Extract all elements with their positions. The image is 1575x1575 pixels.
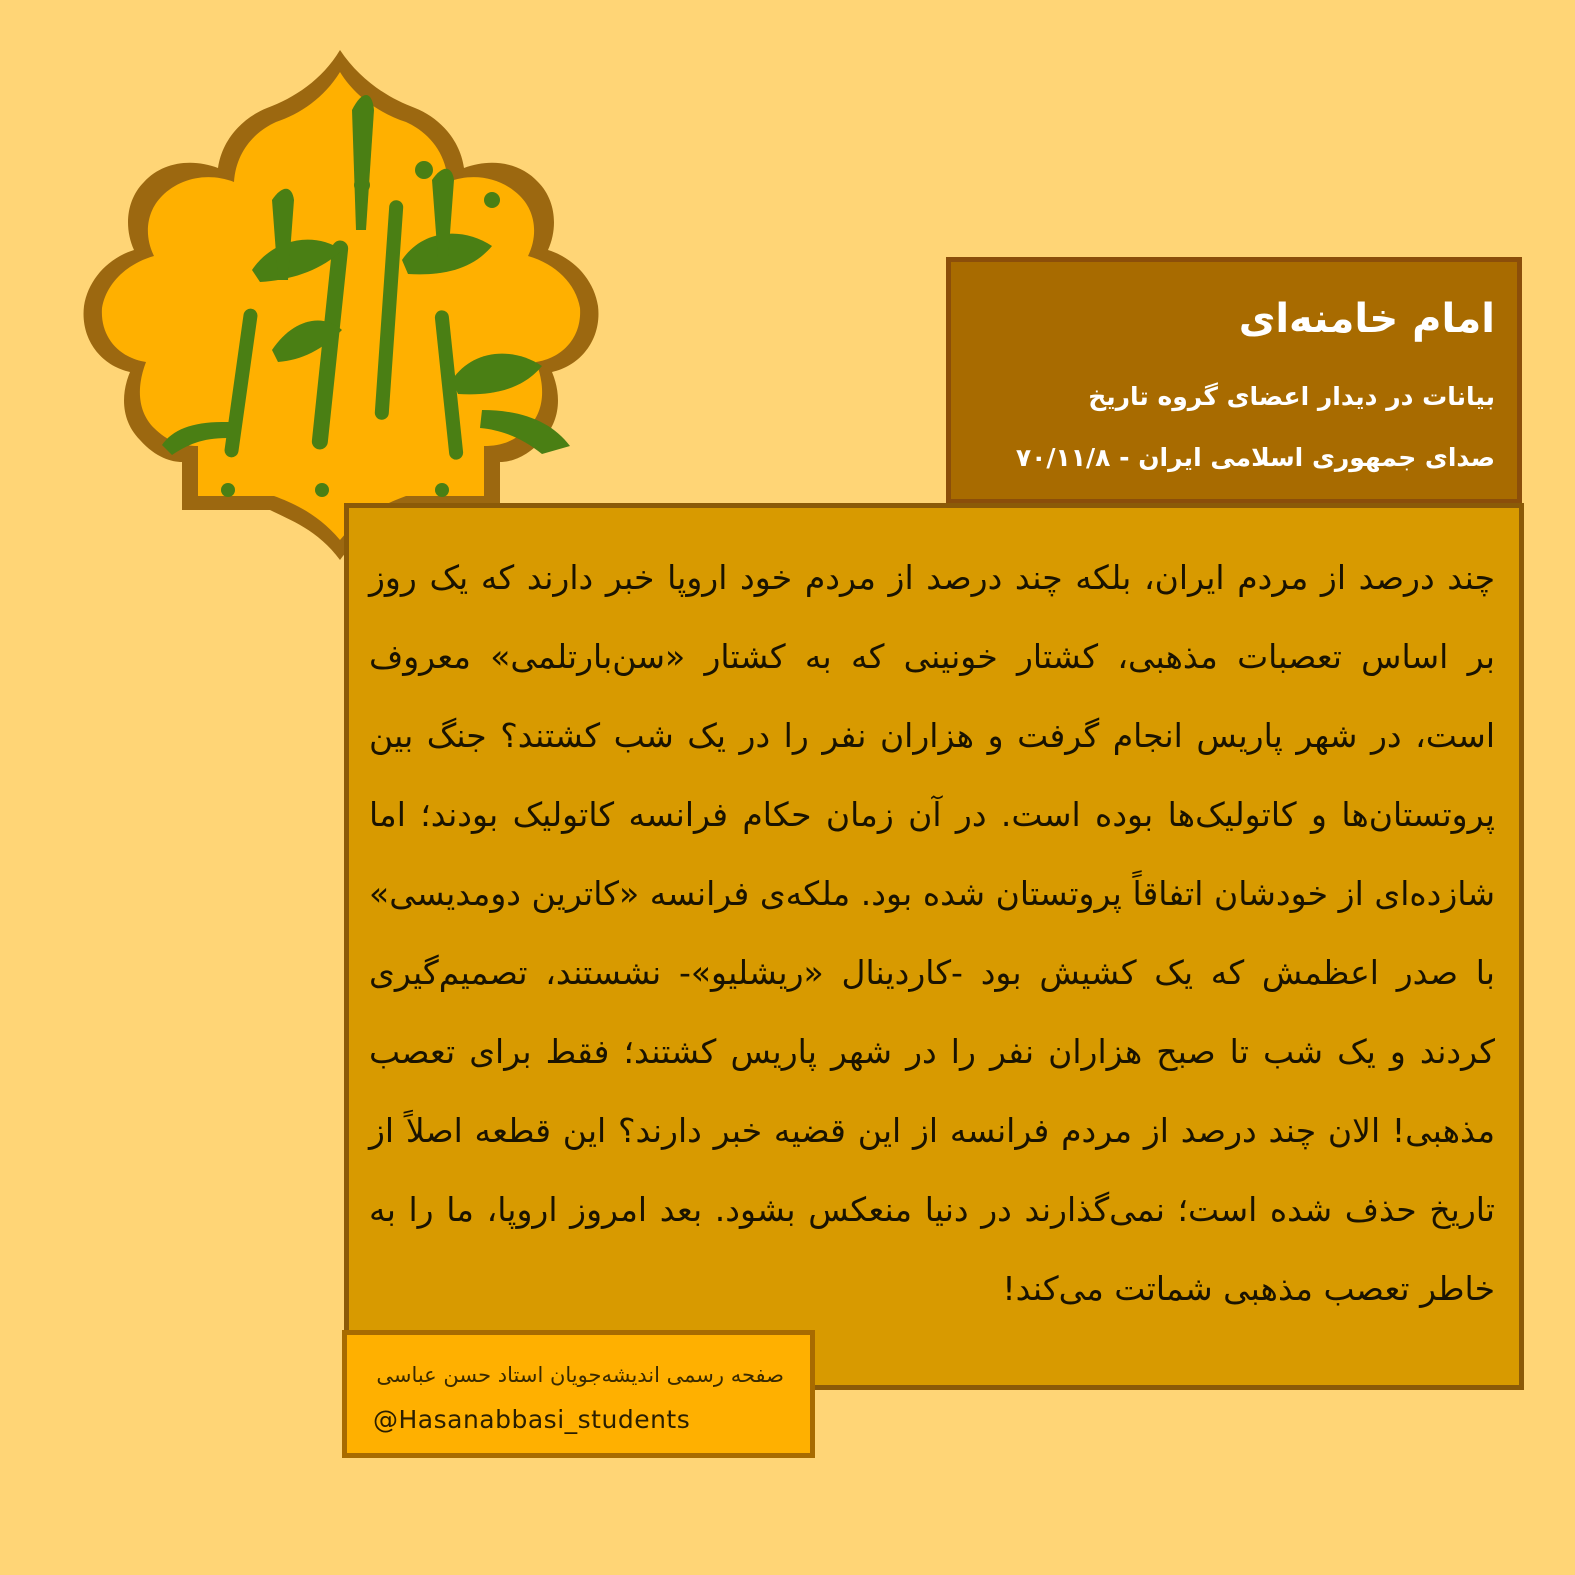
logo-emblem [22, 50, 662, 570]
header-box [946, 257, 1522, 504]
header-subtitle-occasion: بیانات در دیدار اعضای گروه تاریخ [1088, 382, 1495, 411]
credit-handle[interactable]: @Hasanabbasi_students [373, 1405, 691, 1434]
credit-label: صفحه رسمی اندیشه‌جویان استاد حسن عباسی [376, 1363, 784, 1387]
header-subtitle-date: صدای جمهوری اسلامی ایران - ۷۰/۱۱/۸ [1015, 443, 1495, 472]
quote-text: چند درصد از مردم ایران، بلکه چند درصد از مردم خود اروپا خبر دارند که یک روز بر اساس تعصبات مذهبی، کشتار خونینی که به کشتار «سن‌بارتلمی» معروف است، در شهر پاریس انجام گرفت و هزاران نفر را در یک شب کشتند؟ جنگ بین پروتستان‌ها و کاتولیک‌ها بوده است. در آن زمان حکام فرانسه کاتولیک بودند؛ اما شازده‌ای از خودشان اتفاقاً پروتستان شده بود. ملکه‌ی فرانسه «کاترین دومدیسی» با صدر اعظمش که یک کشیش بود -کاردینال «ریشلیو»- نشستند، تصمیم‌گیری کردند و یک شب تا صبح هزاران نفر را در شهر پاریس کشتند؛ فقط برای تعصب مذهبی! الان چند درصد از مردم فرانسه از این قضیه خبر دارند؟ این قطعه اصلاً از تاریخ حذف شده است؛ نمی‌گذارند در دنیا منعکس بشود. بعد امروز اروپا، ما را به خاطر تعصب مذهبی شماتت می‌کند! [369, 558, 1495, 1308]
header-title: امام خامنه‌ای [1238, 296, 1495, 342]
credit-box [342, 1330, 815, 1458]
quote-box [344, 503, 1524, 1390]
